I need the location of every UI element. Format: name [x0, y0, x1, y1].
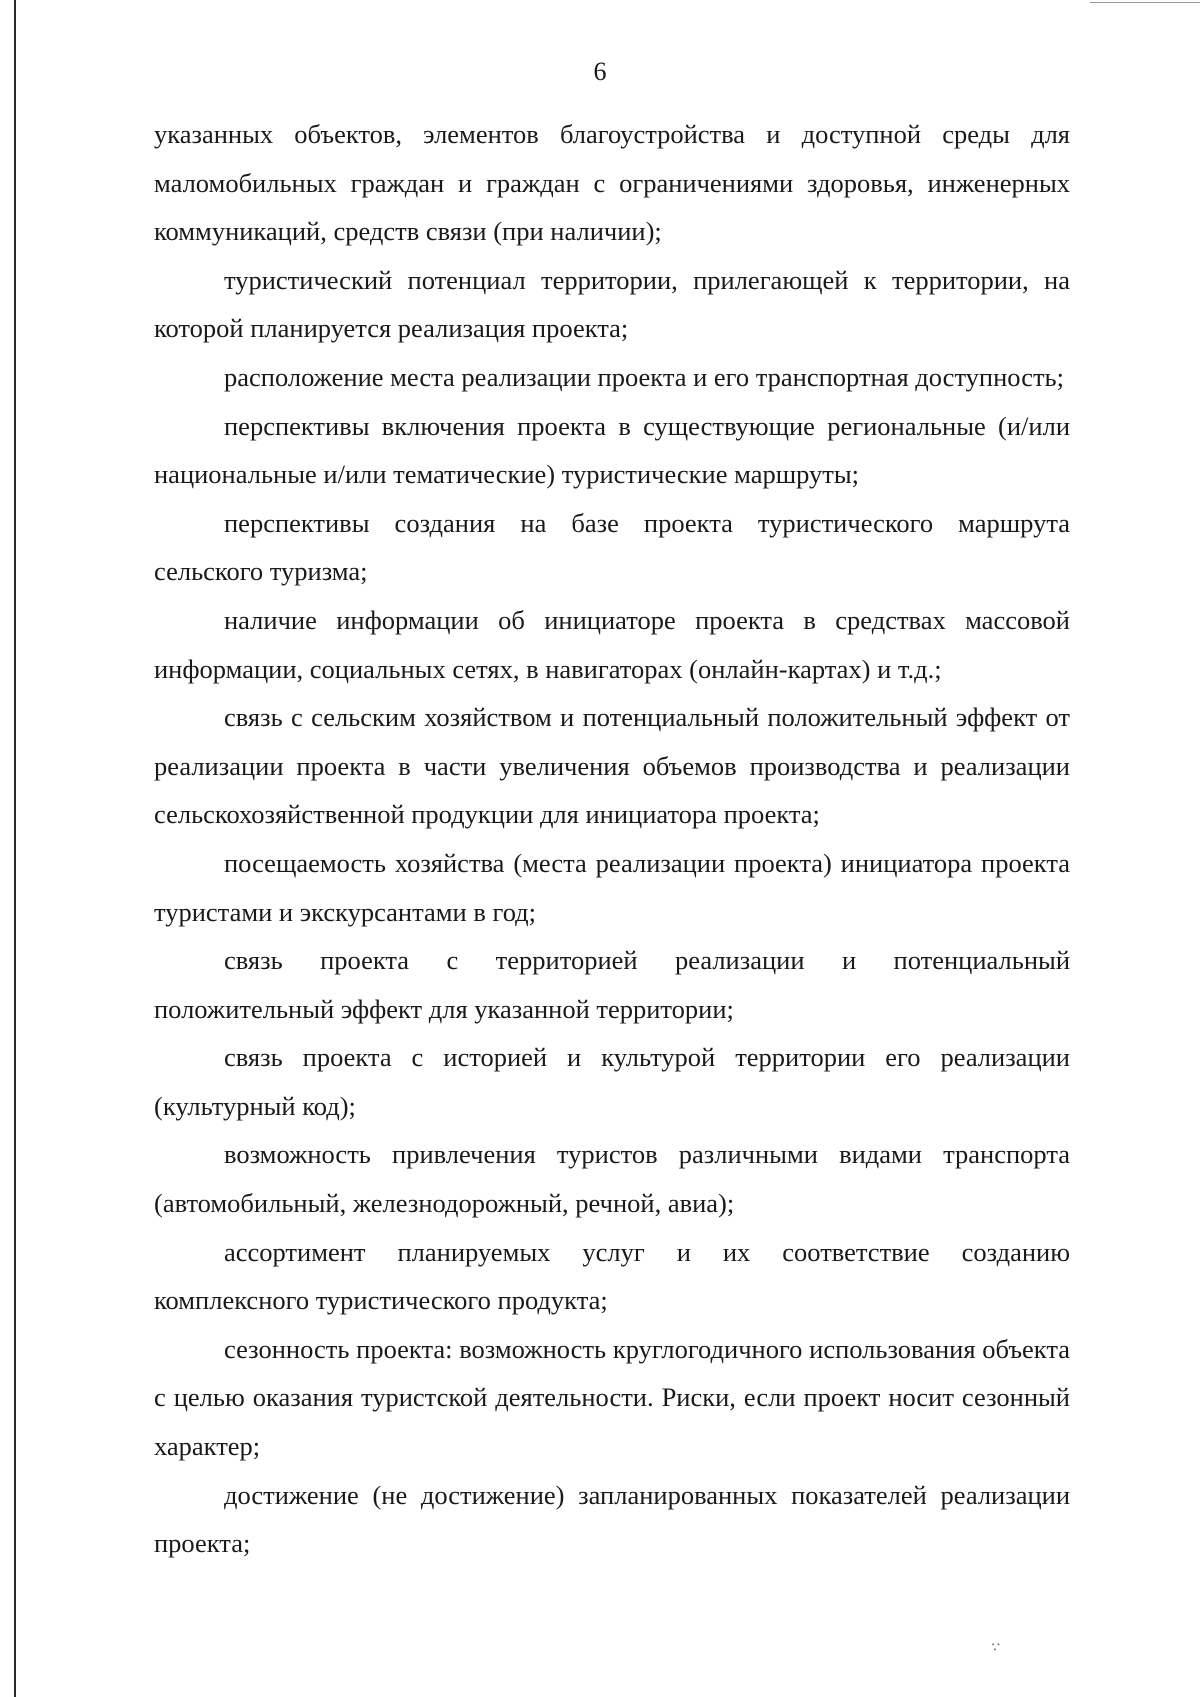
paragraph: ассортимент планируемых услуг и их соответствие созданию комплексного туристического продукта; [154, 1236, 1070, 1316]
page-number: 6 [593, 57, 607, 86]
scan-left-edge [14, 0, 16, 1697]
paragraph: связь проекта с историей и культурой территории его реализации (культурный код); [154, 1042, 1070, 1121]
paragraph: связь проекта с территорией реализации и потенциальный положительный эффект для указанной территории; [154, 945, 1070, 1024]
scan-top-edge [1090, 2, 1200, 3]
paragraph: возможность привлечения туристов различными видами транспорта (автомобильный, железнодорожный, речной, авиа); [154, 1139, 1070, 1219]
scan-artifact: ⁖ [984, 1634, 1006, 1658]
paragraph: указанных объектов, элементов благоустройства и доступной среды для маломобильных граждан и граждан с ограничениями здоровья, инженерных коммуникаций, средств связи (при наличии); [154, 119, 1070, 247]
paragraph: достижение (не достижение) запланированных показателей реализации проекта; [154, 1479, 1070, 1559]
paragraph: перспективы создания на базе проекта туристического маршрута сельского туризма; [154, 507, 1070, 587]
paragraph: сезонность проекта: возможность круглогодичного использования объекта с целью оказания туристской деятельности. Риски, если проект носит сезонный характер; [154, 1333, 1070, 1462]
paragraph: расположение места реализации проекта и его транспортная доступность; [224, 361, 1064, 392]
paragraph: перспективы включения проекта в существующие региональные (и/или национальные и/или тематические) туристические маршруты; [154, 410, 1070, 490]
paragraph: наличие информации об инициаторе проекта в средствах массовой информации, социальных сетях, в навигаторах (онлайн-картах) и т.д.; [154, 604, 1070, 684]
document-body [154, 110, 1070, 1568]
paragraph: связь с сельским хозяйством и потенциальный положительный эффект от реализации проекта в части увеличения объемов производства и реализации сельскохозяйственной продукции для инициатора проекта; [154, 702, 1070, 830]
paragraph: туристический потенциал территории, прилегающей к территории, на которой планируется реализация проекта; [154, 264, 1070, 344]
paragraph: посещаемость хозяйства (места реализации проекта) инициатора проекта туристами и экскурсантами в год; [154, 847, 1070, 927]
